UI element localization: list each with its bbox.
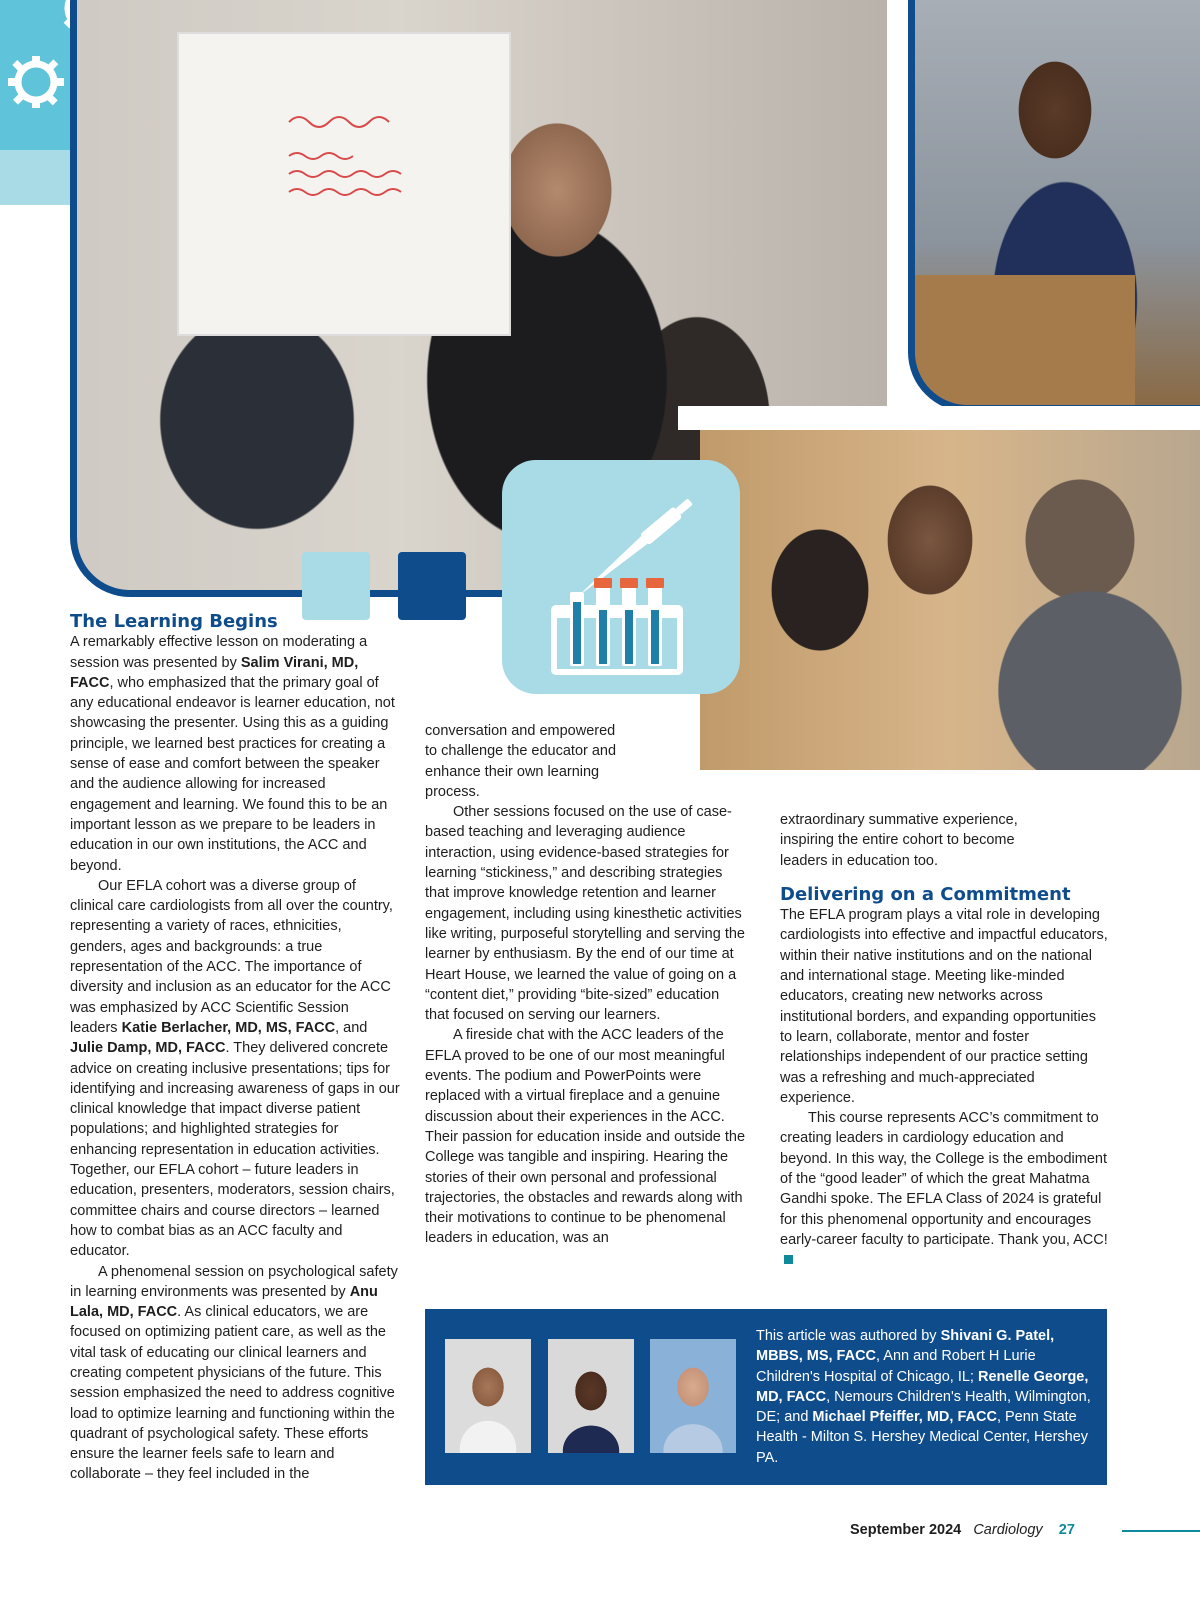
author-credits xyxy=(756,1326,1096,1468)
section-heading-learning-begins: The Learning Begins xyxy=(70,611,278,632)
author-name: Michael Pfeiffer, MD, FACC xyxy=(812,1409,997,1426)
paragraph xyxy=(780,1108,1110,1270)
column-1 xyxy=(70,612,400,1485)
text-run: This course represents ACC’s commitment to creating leaders in cardiology education and beyond. In this way, the College is the embodiment of the “good leader” of which the great Mahatma Gandhi spoke. The EFLA Class of 2024 is grateful for this phenomenal opportunity and encourages early-career faculty to participate. Thank you, ACC! xyxy=(780,1110,1108,1248)
issue-date: September 2024 xyxy=(850,1522,962,1538)
author-name: Renelle George, MD, FACC xyxy=(756,1368,1089,1405)
person-name: Anu Lala, MD, FACC xyxy=(70,1283,378,1321)
flipchart-scribbles-icon xyxy=(179,34,509,334)
author-headshot xyxy=(445,1339,531,1453)
column-3 xyxy=(780,810,1110,1271)
paragraph xyxy=(70,632,400,876)
text-run: , and xyxy=(335,1019,368,1036)
text-run: , Ann and Robert H Lurie Children's Hospital of Chicago, IL; xyxy=(756,1348,1036,1385)
test-tubes-pipette-icon xyxy=(502,460,740,694)
text-run: , who emphasized that the primary goal of any educational endeavor is learner education, not showcasing the presenter. Using this as a guiding principle, we learned best practices for creating a sense of ease and comfort between the speaker and the audience allowing for increased engagement and learning. We found this to be an important lesson as we prepare to be leaders in education in our own institutions, the ACC and beyond. xyxy=(70,674,395,874)
speaker-podium-photo xyxy=(908,0,1200,412)
person-name: Julie Damp, MD, FACC xyxy=(70,1040,226,1057)
text-run: A remarkably effective lesson on moderating a session was presented by xyxy=(70,634,368,671)
footer-rule xyxy=(1122,1530,1200,1532)
text-run: , Penn State Health - Milton S. Hershey Medical Center, Hershey PA. xyxy=(756,1409,1089,1466)
decorative-square-dark xyxy=(398,552,466,620)
text-run: This article was authored by xyxy=(756,1328,941,1344)
person-name: Salim Virani, MD, FACC xyxy=(70,654,359,691)
podium xyxy=(915,275,1135,405)
paragraph: A fireside chat with the ACC leaders of the EFLA proved to be one of our most meaningful events. The podium and PowerPoints were replaced with a virtual fireplace and a genuine discussion about their experiences in the ACC. Their passion for education inside and outside the College was tangible and inspiring. Hearing the stories of their own personal and professional trajectories, the obstacles and rewards along with their motivations to continue to be phenomenal leaders in education, was an xyxy=(425,1027,746,1247)
author-headshot xyxy=(650,1339,736,1453)
author-box xyxy=(425,1309,1107,1485)
magazine-title: Cardiology xyxy=(973,1522,1043,1538)
text-run: Our EFLA cohort was a diverse group of clinical care cardiologists from all over the country, representing a variety of races, ethnicities, genders, ages and backgrounds: a true representation of the ACC. The importance of diversity and inclusion as an educator for the ACC was emphasized by ACC Scientific Session leaders xyxy=(70,877,393,1036)
lab-tubes-tile xyxy=(502,460,740,694)
text-run: , Nemours Children's Health, Wilmington, DE; and xyxy=(756,1388,1091,1426)
paragraph: conversation and empowered to challenge the educator and enhance their own learning process. xyxy=(425,723,617,800)
photo-frame-gap xyxy=(678,406,1200,430)
paragraph xyxy=(70,876,400,1262)
paragraph: extraordinary summative experience, inspiring the entire cohort to become leaders in education too. xyxy=(780,812,1018,869)
paragraph xyxy=(70,1262,400,1485)
decorative-square-light xyxy=(302,552,370,620)
paragraph: Other sessions focused on the use of case-based teaching and leveraging audience interaction, using evidence-based strategies for learning “stickiness,” and describing strategies that improve knowledge retention and learner engagement, including using kinesthetic activities like writing, purposeful storytelling and serving the learner by enthusiasm. By the end of our time at Heart House, we learned the value of going on a “content diet,” providing “bite-sized” education that focused on serving our learners. xyxy=(425,804,745,1024)
author-headshot xyxy=(548,1339,634,1453)
text-run: A phenomenal session on psychological safety in learning environments was presented by xyxy=(70,1263,398,1300)
author-name: Shivani G. Patel, MBBS, MS, FACC xyxy=(756,1328,1055,1365)
text-run: . As clinical educators, we are focused on optimizing patient care, as well as the vital task of educating our clinical learners and creating competent physicians of the future. This session emphasized the need to address cognitive load to optimize learning and functioning within the quadrant of psychological safety. These efforts ensure the learner feels safe to learn and collaborate – they feel included in the xyxy=(70,1304,395,1483)
person-name: Katie Berlacher, MD, MS, FACC xyxy=(121,1019,336,1036)
page-footer xyxy=(850,1522,1075,1542)
text-run: . They delivered concrete advice on creating inclusive presentations; tips for identifying and increasing awareness of gaps in our clinical knowledge that impact diverse patient populations; and highlighted strategies for enhancing representation in education activities. Together, our EFLA cohort – future leaders in education, presenters, moderators, session chairs, committee chairs and course directors – learned how to combat bias as an ACC faculty and educator. xyxy=(70,1040,400,1260)
paragraph: The EFLA program plays a vital role in developing cardiologists into effective and impactful educators, within their native institutions and on the national and international stage. Meeting like-minded educators, creating new networks across institutional borders, and expanding opportunities to learn, collaborate, mentor and foster relationships independent of our practice setting was a refreshing and much-appreciated experience. xyxy=(780,907,1108,1106)
audience-photo xyxy=(700,430,1200,770)
flipchart xyxy=(177,32,511,336)
page-number: 27 xyxy=(1058,1522,1075,1538)
section-heading-delivering: Delivering on a Commitment xyxy=(780,883,1071,905)
end-of-article-mark xyxy=(784,1255,793,1264)
column-2 xyxy=(425,721,745,1249)
